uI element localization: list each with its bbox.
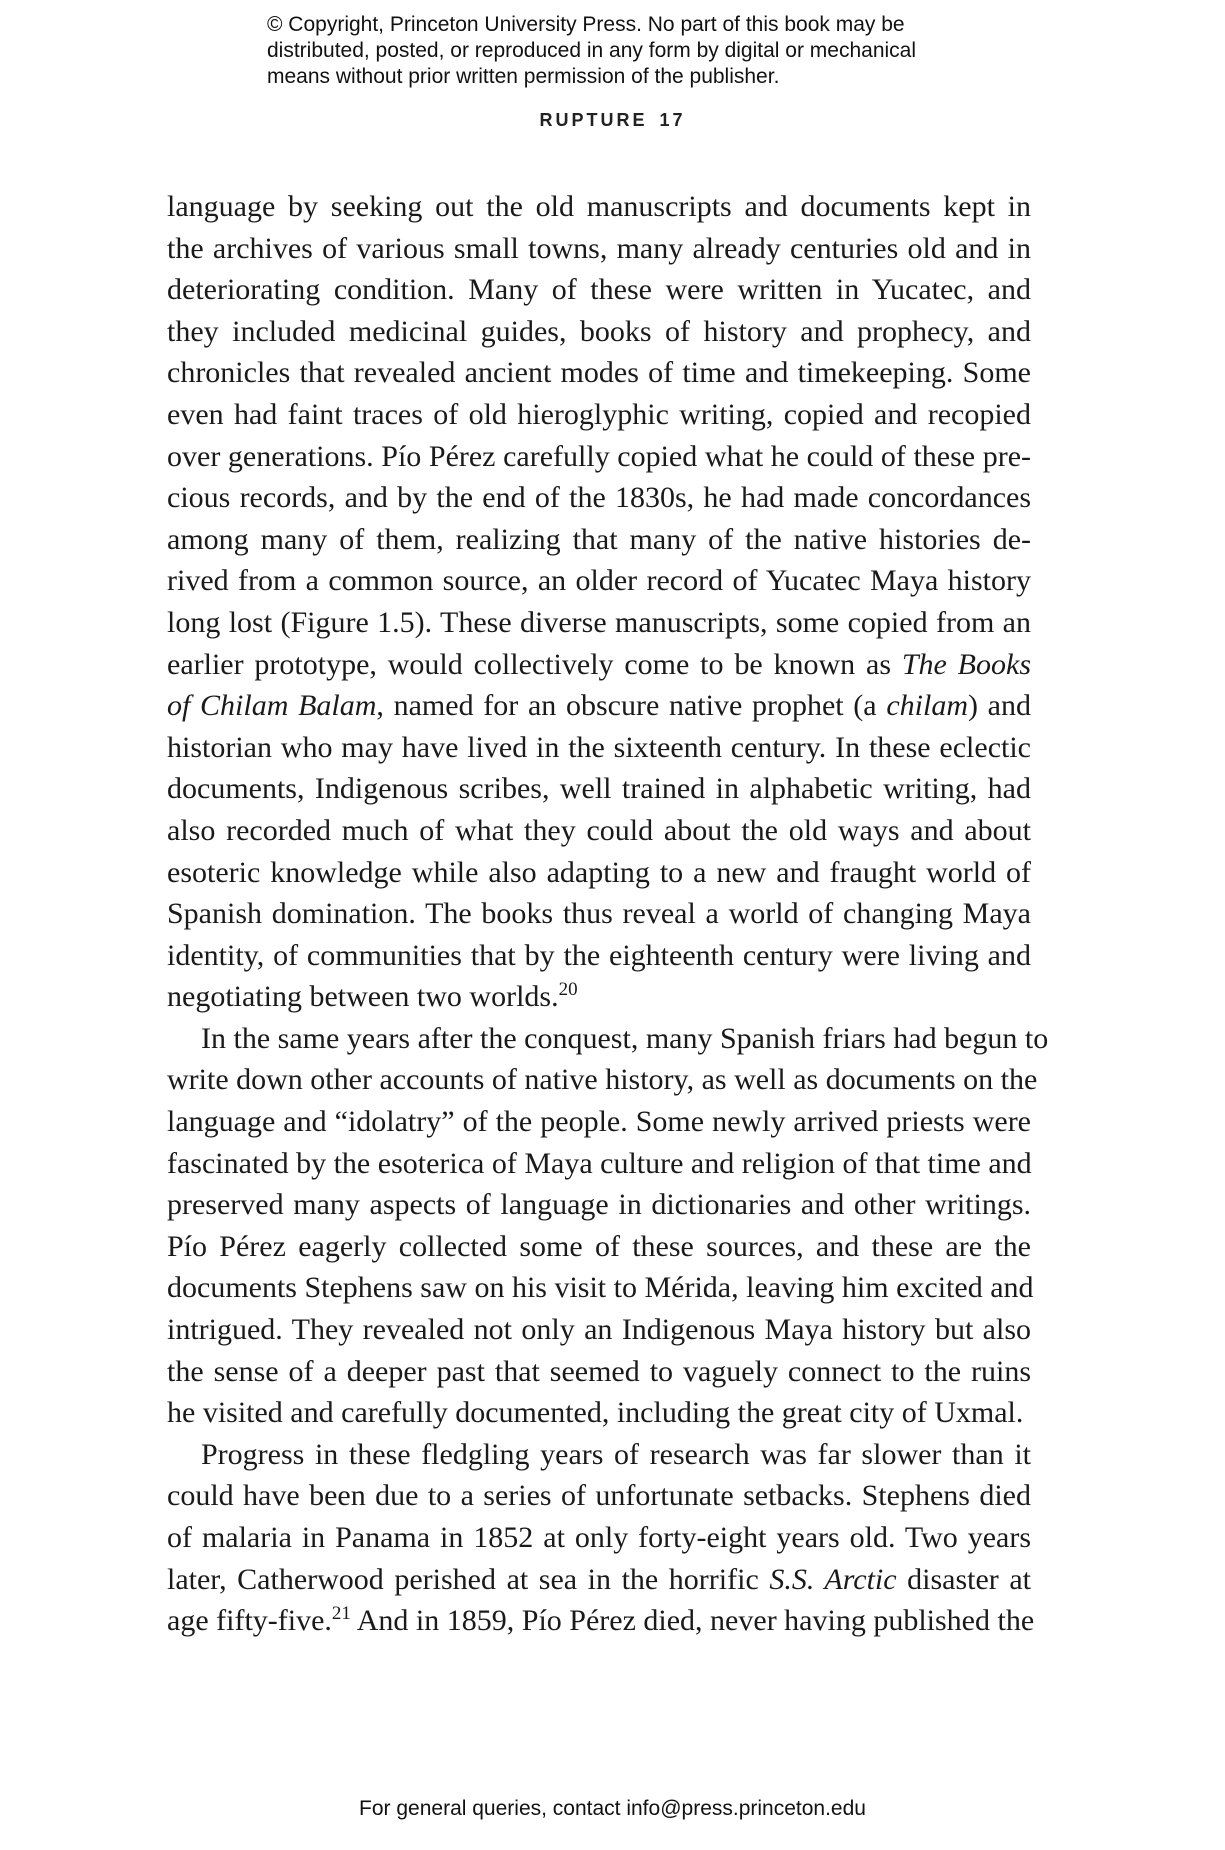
- text-line: he visited and carefully documented, including the great city of Uxmal.: [167, 1396, 1024, 1430]
- text-run: age fifty-five.: [167, 1604, 332, 1638]
- chapter-title: RUPTURE: [539, 110, 648, 130]
- text-line: rived from a common source, an older record of Yucatec Maya history: [167, 564, 1031, 598]
- text-line: language and “idolatry” of the people. Some newly arrived priests were: [167, 1105, 1031, 1139]
- text-line: identity, of communities that by the eighteenth century were living and: [167, 938, 1031, 972]
- text-line: even had faint traces of old hieroglyphic writing, copied and recopied: [167, 397, 1031, 431]
- text-line: documents Stephens saw on his visit to Mérida, leaving him excited and: [167, 1271, 1034, 1305]
- ship-name: S.S. Arctic: [769, 1562, 897, 1596]
- text-line: documents, Indigenous scribes, well trained in alphabetic writing, had: [167, 772, 1031, 806]
- text-line: [167, 1559, 1031, 1601]
- text-line: the sense of a deeper past that seemed to vaguely connect to the ruins: [167, 1354, 1031, 1388]
- text-run: negotiating between two worlds.: [167, 980, 559, 1014]
- text-line: esoteric knowledge while also adapting to a new and fraught world of: [167, 855, 1031, 889]
- text-line: [167, 1600, 1035, 1642]
- text-line: they included medicinal guides, books of history and prophecy, and: [167, 314, 1031, 348]
- text-line: among many of them, realizing that many of the native histories de-: [167, 522, 1031, 556]
- copyright-notice: [267, 12, 1027, 90]
- text-line: Progress in these fledgling years of research was far slower than it: [201, 1437, 1031, 1471]
- footnote-ref: 21: [331, 1603, 351, 1625]
- text-line: [167, 644, 1031, 686]
- copyright-line: © Copyright, Princeton University Press. No part of this book may be: [267, 13, 905, 36]
- text-line: the archives of various small towns, many already centuries old and in: [167, 231, 1031, 265]
- text-line: deteriorating condition. Many of these were written in Yucatec, and: [167, 273, 1031, 307]
- text-line: intrigued. They revealed not only an Indigenous Maya history but also: [167, 1313, 1031, 1347]
- text-line: of malaria in Panama in 1852 at only forty-eight years old. Two years: [167, 1521, 1031, 1554]
- text-line: write down other accounts of native history, as well as documents on the: [167, 1063, 1038, 1097]
- footer-contact: For general queries, contact info@press.princeton.edu: [359, 1797, 866, 1820]
- body-text: [167, 186, 1049, 1642]
- text-line: historian who may have lived in the sixteenth century. In these eclectic: [167, 730, 1031, 764]
- text-run: disaster at: [896, 1562, 1031, 1596]
- text-line: over generations. Pío Pérez carefully copied what he could of these pre-: [167, 439, 1031, 473]
- text-line: [167, 976, 1031, 1018]
- text-run: later, Catherwood perished at sea in the horrific: [167, 1562, 770, 1596]
- text-line: language by seeking out the old manuscripts and documents kept in: [167, 190, 1031, 223]
- book-title: of Chilam Balam: [167, 689, 377, 723]
- text-line: Spanish domination. The books thus reveal a world of changing Maya: [167, 897, 1031, 931]
- copyright-line: means without prior written permission of the publisher.: [267, 65, 780, 88]
- copyright-line: distributed, posted, or reproduced in any form by digital or mechanical: [267, 39, 917, 62]
- text-line: [167, 685, 1031, 727]
- text-run: ) and: [967, 689, 1031, 723]
- text-line: cious records, and by the end of the 1830s, he had made concordances: [167, 481, 1031, 515]
- text-run: earlier prototype, would collectively come to be known as: [167, 647, 902, 681]
- text-line: In the same years after the conquest, many Spanish friars had begun to: [201, 1021, 1049, 1055]
- text-line: Pío Pérez eagerly collected some of these sources, and these are the: [167, 1229, 1031, 1263]
- running-head: [0, 110, 1225, 131]
- text-run: , named for an obscure native prophet (a: [376, 689, 887, 723]
- text-line: chronicles that revealed ancient modes of time and timekeeping. Some: [167, 356, 1031, 390]
- text-line: fascinated by the esoterica of Maya culture and religion of that time and: [167, 1146, 1032, 1180]
- book-title: The Books: [901, 647, 1031, 681]
- text-run: And in 1859, Pío Pérez died, never having published the: [350, 1604, 1035, 1638]
- text-line: could have been due to a series of unfortunate setbacks. Stephens died: [167, 1479, 1031, 1513]
- footnote-ref: 20: [558, 979, 578, 1001]
- text-line: long lost (Figure 1.5). These diverse manuscripts, some copied from an: [167, 605, 1031, 639]
- text-line: preserved many aspects of language in dictionaries and other writings.: [167, 1188, 1031, 1222]
- page-number: 17: [659, 110, 686, 130]
- term-chilam: chilam: [886, 689, 968, 723]
- text-line: also recorded much of what they could about the old ways and about: [167, 813, 1031, 847]
